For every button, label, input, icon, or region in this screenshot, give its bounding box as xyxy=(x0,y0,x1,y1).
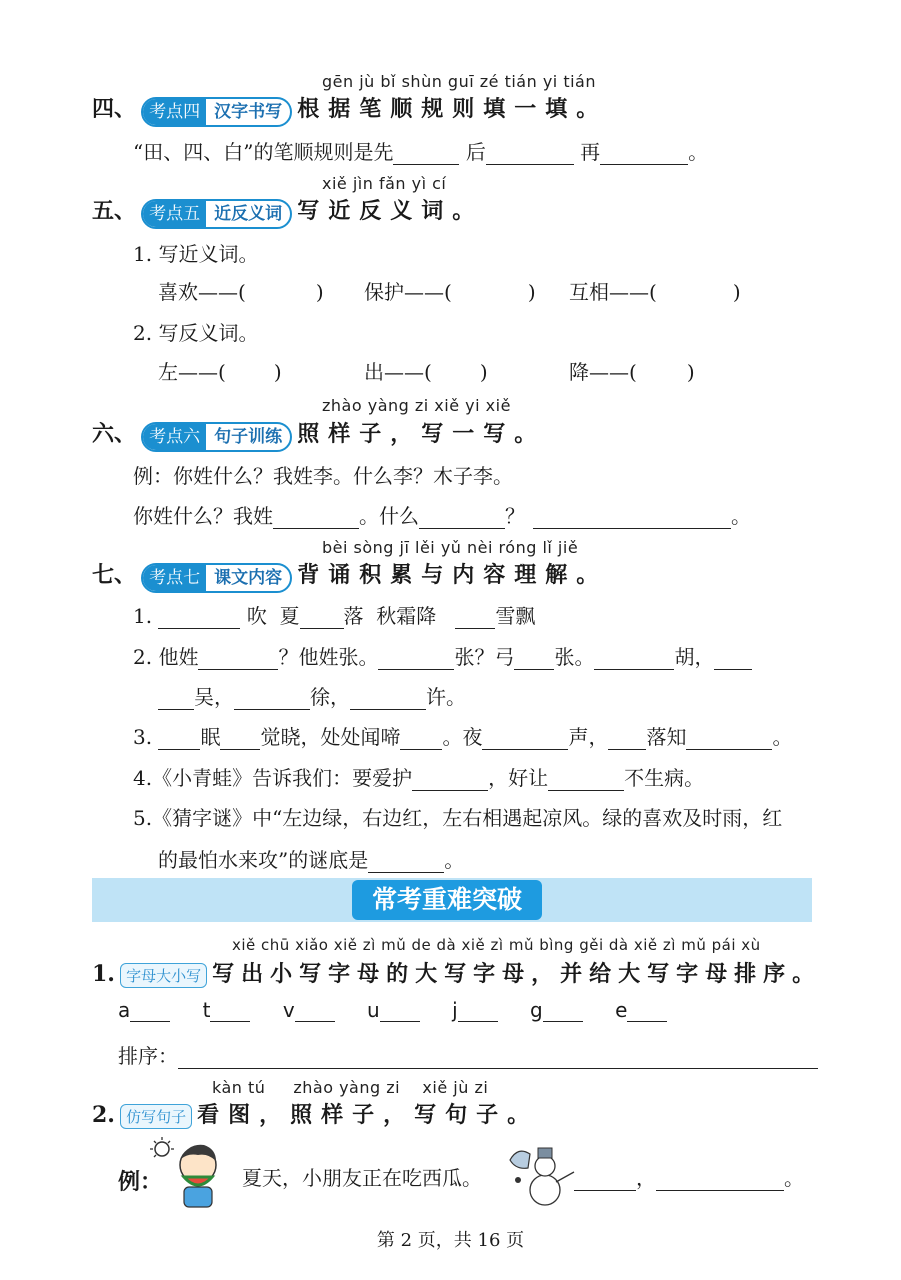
synonym-1 xyxy=(158,276,324,305)
problem-title: 写出小写字母的大写字母，并给大写字母排序。 xyxy=(212,961,822,987)
answer-blank[interactable] xyxy=(368,852,444,873)
problem-number: 1. xyxy=(92,961,115,987)
text: 眠 xyxy=(200,725,221,749)
text: ) xyxy=(273,360,282,384)
section-7-header xyxy=(92,558,607,593)
section-6-header xyxy=(92,417,545,452)
text: ) xyxy=(732,280,741,304)
text: 雪飘 xyxy=(495,604,536,628)
text: 再 xyxy=(580,140,601,164)
s7-pinyin: bèi sòng jī lěi yǔ nèi róng lǐ jiě xyxy=(322,538,579,557)
text: 1. xyxy=(133,604,153,628)
text: 声， xyxy=(568,725,609,749)
text: 。什么 xyxy=(359,504,419,528)
text: 保护——( xyxy=(364,280,452,304)
text: ) xyxy=(315,280,324,304)
text: 4.《小青蛙》告诉我们：要爱护 xyxy=(133,766,413,790)
section-number: 七、 xyxy=(92,562,137,588)
answer-blank[interactable] xyxy=(234,689,310,710)
text: ？ xyxy=(505,504,525,528)
band-title: 常考重难突破 xyxy=(352,880,542,920)
tag-label: 考点五 xyxy=(143,201,206,227)
answer-blank[interactable] xyxy=(600,144,688,165)
text: 张？弓 xyxy=(454,645,515,669)
antonym-3 xyxy=(569,356,695,385)
boy-eating-watermelon-image xyxy=(148,1135,232,1213)
sort-label: 排序： xyxy=(118,1044,178,1068)
answer-blank[interactable] xyxy=(608,729,646,750)
answer-blank[interactable] xyxy=(419,508,505,529)
text: 许。 xyxy=(426,685,466,709)
text: 降——( xyxy=(569,360,637,384)
letter: a xyxy=(118,998,131,1022)
letter: g xyxy=(530,998,543,1022)
section-tag xyxy=(141,97,292,127)
page-footer: 第 2 页，共 16 页 xyxy=(376,1230,525,1251)
section-4-header xyxy=(92,92,607,127)
s5-pinyin: xiě jìn fǎn yì cí xyxy=(322,174,447,193)
text: 落 xyxy=(343,604,364,628)
answer-blank[interactable] xyxy=(548,770,624,791)
answer-blank[interactable] xyxy=(300,608,344,629)
answer-blank[interactable] xyxy=(400,729,442,750)
text: 后 xyxy=(465,140,486,164)
section-title: 根据笔顺规则填一填。 xyxy=(297,96,608,122)
antonym-1 xyxy=(158,356,282,385)
p2-header xyxy=(92,1098,538,1129)
text: 。 xyxy=(688,140,709,164)
text: ？他姓张。 xyxy=(278,645,379,669)
answer-blank[interactable] xyxy=(627,1001,667,1022)
problem-title: 看图，照样子，写句子。 xyxy=(197,1102,539,1128)
answer-blank[interactable] xyxy=(220,729,260,750)
section-number: 四、 xyxy=(92,96,137,122)
answer-blank[interactable] xyxy=(486,144,574,165)
s7-q5-line1: 5.《猜字谜》中“左边绿，右边红，左右相遇起凉风。绿的喜欢及时雨，红 xyxy=(133,806,783,830)
text: 落知 xyxy=(646,725,687,749)
answer-blank[interactable] xyxy=(273,508,359,529)
answer-blank[interactable] xyxy=(158,608,240,629)
s7-q3 xyxy=(133,721,792,750)
answer-blank[interactable] xyxy=(393,144,459,165)
problem-tag: 仿写句子 xyxy=(120,1104,192,1129)
answer-blank[interactable] xyxy=(656,1170,784,1191)
answer-blank[interactable] xyxy=(714,649,752,670)
section-tag xyxy=(141,199,292,229)
answer-blank[interactable] xyxy=(158,689,194,710)
text: 徐， xyxy=(310,685,350,709)
answer-blank[interactable] xyxy=(458,1001,498,1022)
answer-blank[interactable] xyxy=(210,1001,250,1022)
text: 。 xyxy=(444,848,465,872)
text: 3. xyxy=(133,725,153,749)
text: 出——( xyxy=(364,360,432,384)
synonym-3 xyxy=(569,276,741,305)
text: 。 xyxy=(731,504,751,528)
problem-tag: 字母大小写 xyxy=(120,963,207,988)
section-5-header xyxy=(92,194,483,229)
tag-label: 考点七 xyxy=(143,565,206,591)
s4-question xyxy=(133,136,708,165)
text: 夏 xyxy=(279,604,300,628)
text: 喜欢——( xyxy=(158,280,246,304)
p1-pinyin: xiě chū xiǎo xiě zì mǔ de dà xiě zì mǔ bìng gěi dà xiě zì mǔ pái xù xyxy=(232,936,761,954)
answer-blank[interactable] xyxy=(455,608,495,629)
s7-q1 xyxy=(133,600,535,629)
text: 吴， xyxy=(194,685,234,709)
tag-topic: 汉字书写 xyxy=(214,101,283,122)
section-number: 六、 xyxy=(92,421,137,447)
text: 互相——( xyxy=(569,280,657,304)
text: 。 xyxy=(772,725,793,749)
example-label: 例： xyxy=(118,1169,163,1195)
answer-blank[interactable] xyxy=(686,729,772,750)
s7-q2-line2 xyxy=(158,681,466,710)
section-title: 照样子，写一写。 xyxy=(297,421,546,447)
antonym-2 xyxy=(364,356,488,385)
p2-pinyin: kàn tú zhào yàng zi xiě jù zi xyxy=(212,1078,489,1097)
problem-number: 2. xyxy=(92,1102,115,1128)
text: ， xyxy=(636,1166,656,1190)
p2-answer-line xyxy=(574,1162,804,1191)
tag-topic: 课文内容 xyxy=(214,567,283,588)
answer-blank[interactable] xyxy=(295,1001,335,1022)
s5-q1-label: 1. 写近义词。 xyxy=(133,242,259,266)
section-title: 写近反义词。 xyxy=(297,198,484,224)
sort-answer-blank[interactable] xyxy=(178,1048,818,1069)
s7-q2-line1 xyxy=(133,641,752,670)
snowman-image xyxy=(500,1140,578,1208)
text: 秋霜降 xyxy=(376,604,437,628)
section-title: 背诵积累与内容理解。 xyxy=(297,562,608,588)
s7-q5-line2 xyxy=(158,844,464,873)
answer-blank[interactable] xyxy=(158,729,200,750)
text: ) xyxy=(686,360,695,384)
text: ，好让 xyxy=(488,766,549,790)
section-tag xyxy=(141,422,292,452)
example-sentence: 夏天，小朋友正在吃西瓜。 xyxy=(242,1166,482,1190)
letters-row xyxy=(118,998,667,1022)
answer-blank[interactable] xyxy=(130,1001,170,1022)
text: ) xyxy=(527,280,536,304)
text: 张。 xyxy=(554,645,595,669)
answer-blank[interactable] xyxy=(350,689,426,710)
p1-header xyxy=(92,957,821,988)
answer-blank[interactable] xyxy=(412,770,488,791)
s6-pinyin: zhào yàng zi xiě yi xiě xyxy=(322,396,511,415)
text: 胡， xyxy=(674,645,715,669)
text: 的最怕水来攻”的谜底是 xyxy=(158,848,369,872)
text: “田、四、白”的笔顺规则是先 xyxy=(133,140,394,164)
text: 。 xyxy=(784,1166,804,1190)
answer-blank[interactable] xyxy=(574,1170,636,1191)
letter: t xyxy=(202,998,211,1022)
answer-blank[interactable] xyxy=(533,508,731,529)
tag-topic: 近反义词 xyxy=(214,203,283,224)
letter: v xyxy=(282,998,295,1022)
sort-row xyxy=(118,1040,818,1069)
s6-example: 例：你姓什么？我姓李。什么李？木子李。 xyxy=(133,464,513,488)
s6-question xyxy=(133,500,751,529)
section-number: 五、 xyxy=(92,198,137,224)
text: 吹 xyxy=(246,604,267,628)
answer-blank[interactable] xyxy=(482,729,568,750)
answer-blank[interactable] xyxy=(514,649,554,670)
text: 你姓什么？我姓 xyxy=(133,504,273,528)
answer-blank[interactable] xyxy=(594,649,674,670)
answer-blank[interactable] xyxy=(378,649,454,670)
letter: j xyxy=(452,998,458,1022)
text: 。夜 xyxy=(442,725,483,749)
letter: e xyxy=(615,998,628,1022)
tag-topic: 句子训练 xyxy=(214,426,283,447)
synonym-2 xyxy=(364,276,536,305)
text: ) xyxy=(479,360,488,384)
answer-blank[interactable] xyxy=(543,1001,583,1022)
text: 不生病。 xyxy=(624,766,705,790)
letter: u xyxy=(367,998,380,1022)
text: 2. 他姓 xyxy=(133,645,199,669)
answer-blank[interactable] xyxy=(198,649,278,670)
section-tag xyxy=(141,563,292,593)
s4-pinyin: gēn jù bǐ shùn guī zé tián yi tián xyxy=(322,72,596,91)
answer-blank[interactable] xyxy=(380,1001,420,1022)
text: 觉晓，处处闻啼 xyxy=(260,725,401,749)
s5-q2-label: 2. 写反义词。 xyxy=(133,321,259,345)
tag-label: 考点四 xyxy=(143,99,206,125)
tag-label: 考点六 xyxy=(143,424,206,450)
text: 左——( xyxy=(158,360,226,384)
s7-q4 xyxy=(133,762,704,791)
